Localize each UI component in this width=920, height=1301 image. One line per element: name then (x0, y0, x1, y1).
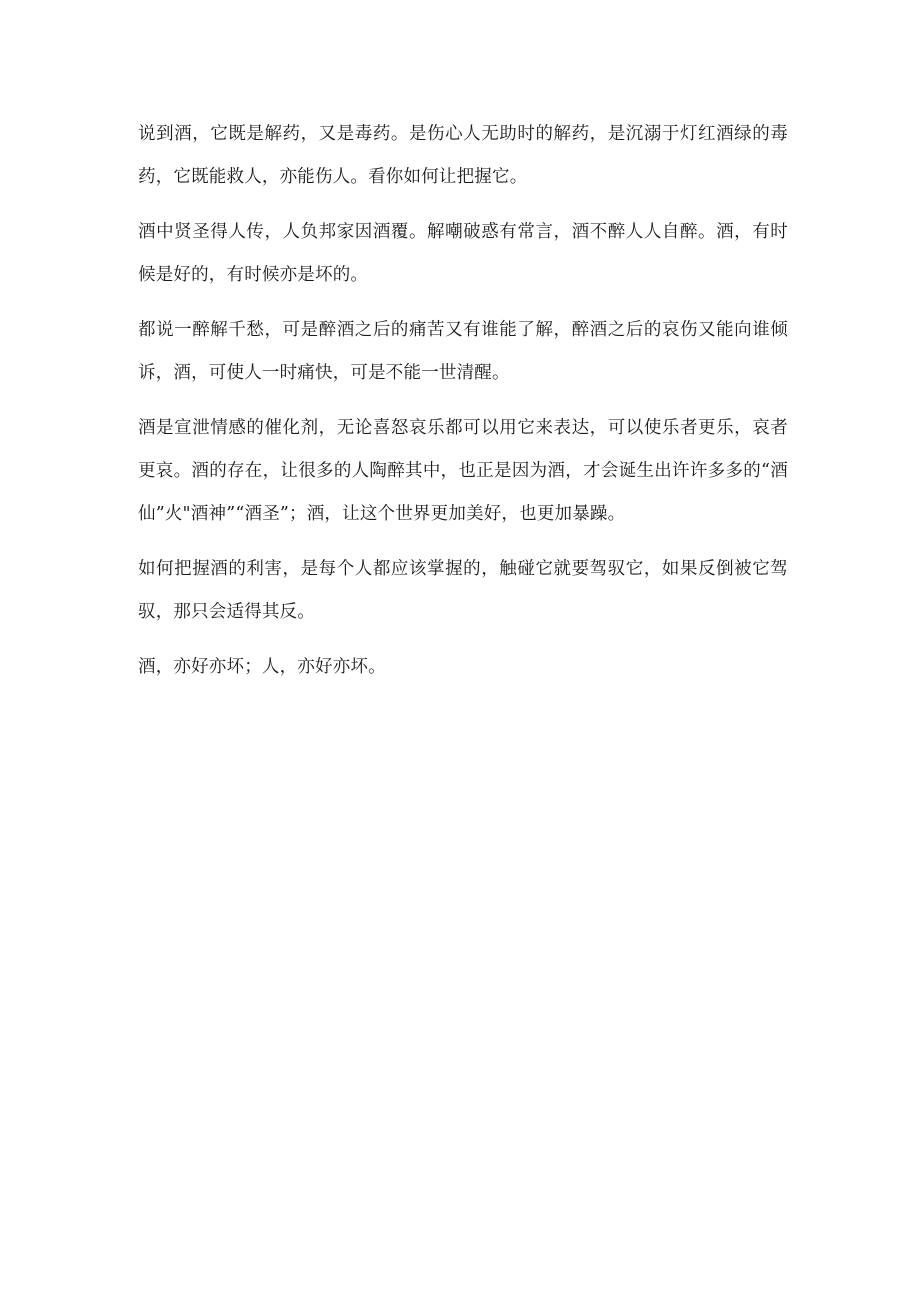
paragraph-1: 说到酒，它既是解药，又是毒药。是伤心人无助时的解药，是沉溺于灯红酒绿的毒药，它既能救人，亦能伤人。看你如何让把握它。 (138, 124, 788, 187)
paragraph-4: 酒是宣泄情感的催化剂，无论喜怒哀乐都可以用它来表达，可以使乐者更乐，哀者更哀。酒的存在，让很多的人陶醉其中，也正是因为酒，才会诞生出许许多多的“酒仙”火"酒神”“酒圣”；酒，让这个世界更加美好，也更加暴躁。 (138, 418, 788, 524)
paragraph-2: 酒中贤圣得人传，人负邦家因酒覆。解嘲破惑有常言，酒不醉人人自醉。酒，有时候是好的，有时候亦是坏的。 (138, 222, 788, 285)
paragraph-3: 都说一醉解千愁，可是醉酒之后的痛苦又有谁能了解，醉酒之后的哀伤又能向谁倾诉，酒，可使人一时痛快，可是不能一世清醒。 (138, 320, 788, 383)
paragraph-6: 酒，亦好亦坏；人，亦好亦坏。 (138, 657, 386, 677)
paragraph-5: 如何把握酒的利害，是每个人都应该掌握的，触碰它就要驾驭它，如果反倒被它驾驭，那只会适得其反。 (138, 559, 788, 622)
document-body (138, 113, 788, 689)
